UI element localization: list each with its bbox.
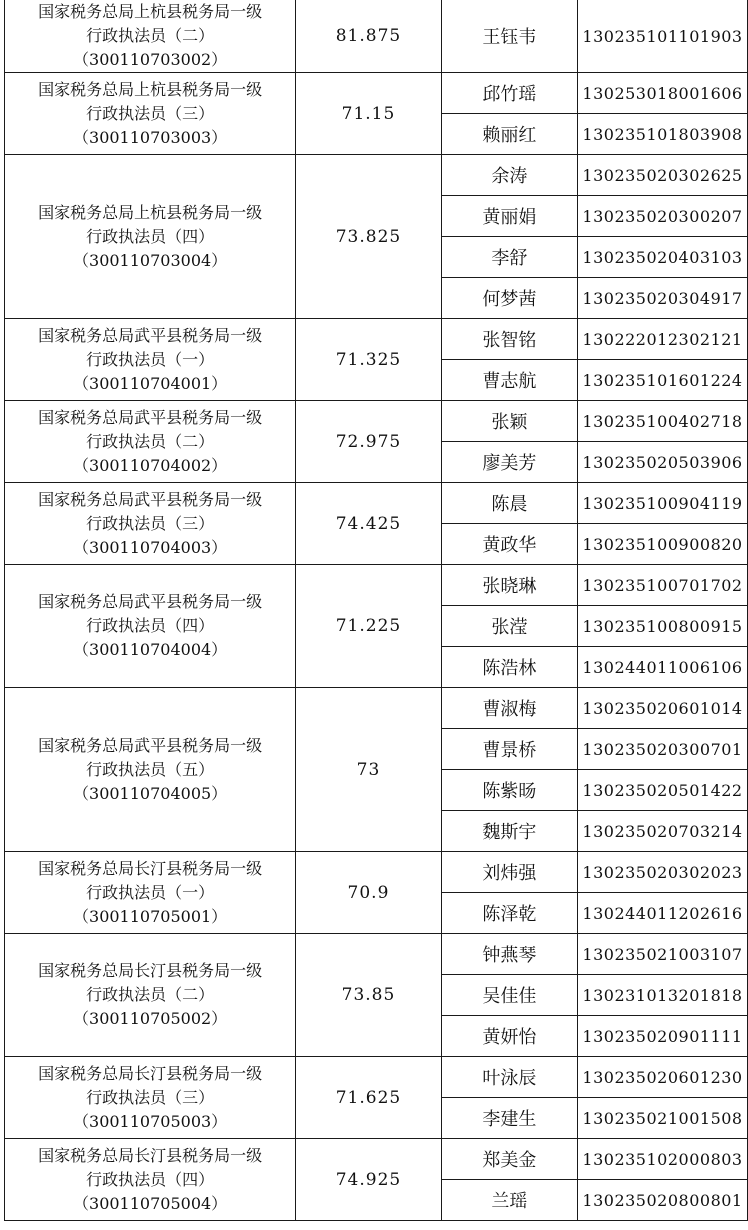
candidate-number: 130235100904119 xyxy=(578,483,748,524)
position-title: 国家税务总局上杭县税务局一级 xyxy=(38,202,263,222)
candidate-name: 黄丽娟 xyxy=(441,196,577,237)
candidate-name: 曹景桥 xyxy=(441,729,577,770)
table-row xyxy=(5,155,748,196)
candidate-name: 余涛 xyxy=(441,155,577,196)
candidate-number: 130235020601230 xyxy=(578,1057,748,1098)
candidate-number: 130235101803908 xyxy=(578,114,748,155)
candidate-number: 130253018001606 xyxy=(578,73,748,114)
position-title: 国家税务总局上杭县税务局一级 xyxy=(38,79,263,99)
candidate-number: 130235020304917 xyxy=(578,278,748,319)
candidate-number: 130235102000803 xyxy=(578,1139,748,1180)
position-code: （300110703004） xyxy=(73,250,228,270)
score-cell: 73.825 xyxy=(296,155,442,319)
candidate-name: 张颖 xyxy=(441,401,577,442)
candidate-number: 130231013201818 xyxy=(578,975,748,1016)
position-title: 国家税务总局武平县税务局一级 xyxy=(38,592,263,611)
score-cell: 72.975 xyxy=(296,401,442,483)
position-role: 行政执法员（三） xyxy=(86,103,215,123)
position-cell xyxy=(5,155,296,319)
position-title: 国家税务总局武平县税务局一级 xyxy=(38,325,263,345)
candidate-number: 130235100900820 xyxy=(578,524,748,565)
candidate-name: 叶泳辰 xyxy=(441,1057,577,1098)
candidate-number: 130235020503906 xyxy=(578,442,748,483)
candidate-name: 曹淑梅 xyxy=(441,688,577,729)
candidate-number: 130244011006106 xyxy=(578,647,748,688)
position-cell xyxy=(5,73,296,155)
candidate-number: 130235020501422 xyxy=(578,770,748,811)
score-cell: 71.325 xyxy=(296,319,442,401)
candidate-number: 130235020601014 xyxy=(578,688,748,729)
candidate-number: 130235020703214 xyxy=(578,811,748,852)
score-cell: 74.925 xyxy=(296,1139,442,1221)
candidate-number: 130235020302625 xyxy=(578,155,748,196)
candidate-number: 130235020302023 xyxy=(578,852,748,893)
candidate-name: 陈紫旸 xyxy=(441,770,577,811)
candidate-name: 钟燕琴 xyxy=(441,934,577,975)
position-code: （300110704003） xyxy=(73,537,228,557)
position-role: 行政执法员（三） xyxy=(86,513,215,533)
candidate-name: 刘炜强 xyxy=(441,852,577,893)
candidate-name: 曹志航 xyxy=(441,360,577,401)
candidate-name: 兰瑶 xyxy=(441,1180,577,1221)
candidate-number: 130235100800915 xyxy=(578,606,748,647)
candidate-number: 130235020403103 xyxy=(578,237,748,278)
score-cell: 81.875 xyxy=(296,0,442,73)
candidate-name: 黄妍怡 xyxy=(441,1016,577,1057)
score-cell: 70.9 xyxy=(296,852,442,934)
candidate-number: 130235101601224 xyxy=(578,360,748,401)
position-code: （300110703003） xyxy=(73,127,228,147)
candidate-name: 李建生 xyxy=(441,1098,577,1139)
position-code: （300110704005） xyxy=(73,783,228,803)
candidate-number: 130235021001508 xyxy=(578,1098,748,1139)
candidate-name: 张滢 xyxy=(441,606,577,647)
score-cell: 73 xyxy=(296,688,442,852)
table-row xyxy=(5,1057,748,1098)
table-row xyxy=(5,565,748,606)
position-title: 国家税务总局上杭县税务局一级 xyxy=(38,2,263,21)
candidate-name: 李舒 xyxy=(441,237,577,278)
position-cell xyxy=(5,1057,296,1139)
candidate-name: 陈浩林 xyxy=(441,647,577,688)
table-row xyxy=(5,73,748,114)
position-code: （300110704001） xyxy=(73,373,228,393)
candidate-number: 130235020300701 xyxy=(578,729,748,770)
position-role: 行政执法员（三） xyxy=(86,1087,215,1107)
position-role: 行政执法员（二） xyxy=(86,26,215,45)
position-cell xyxy=(5,0,296,73)
candidate-number: 130235020800801 xyxy=(578,1180,748,1221)
position-cell xyxy=(5,565,296,688)
position-cell xyxy=(5,401,296,483)
score-cell: 71.15 xyxy=(296,73,442,155)
results-table xyxy=(4,0,748,1221)
candidate-name: 魏斯宇 xyxy=(441,811,577,852)
candidate-name: 吴佳佳 xyxy=(441,975,577,1016)
candidate-number: 130235100402718 xyxy=(578,401,748,442)
candidate-name: 张晓琳 xyxy=(441,565,577,606)
position-role: 行政执法员（一） xyxy=(86,882,215,902)
candidate-number: 130235020300207 xyxy=(578,196,748,237)
candidate-number: 130235021003107 xyxy=(578,934,748,975)
position-cell xyxy=(5,852,296,934)
position-code: （300110705004） xyxy=(73,1193,228,1213)
table-row xyxy=(5,319,748,360)
position-cell xyxy=(5,1139,296,1221)
table-row xyxy=(5,401,748,442)
table-row xyxy=(5,483,748,524)
candidate-name: 廖美芳 xyxy=(441,442,577,483)
candidate-name: 王钰韦 xyxy=(441,0,577,73)
position-role: 行政执法员（二） xyxy=(86,431,215,451)
candidate-name: 邱竹瑶 xyxy=(441,73,577,114)
table-row xyxy=(5,0,748,73)
position-role: 行政执法员（一） xyxy=(86,349,215,369)
position-code: （300110704002） xyxy=(73,455,228,475)
position-role: 行政执法员（五） xyxy=(86,759,215,779)
candidate-name: 郑美金 xyxy=(441,1139,577,1180)
candidate-number: 130244011202616 xyxy=(578,893,748,934)
score-cell: 73.85 xyxy=(296,934,442,1057)
position-cell xyxy=(5,483,296,565)
table-row xyxy=(5,934,748,975)
candidate-name: 陈泽乾 xyxy=(441,893,577,934)
position-title: 国家税务总局长汀县税务局一级 xyxy=(38,1063,263,1083)
position-code: （300110705002） xyxy=(73,1009,228,1028)
position-title: 国家税务总局长汀县税务局一级 xyxy=(38,961,263,980)
candidate-number: 130235101101903 xyxy=(578,0,748,73)
position-cell xyxy=(5,934,296,1057)
candidate-name: 张智铭 xyxy=(441,319,577,360)
score-cell: 71.625 xyxy=(296,1057,442,1139)
candidate-name: 黄政华 xyxy=(441,524,577,565)
table-row xyxy=(5,688,748,729)
position-role: 行政执法员（四） xyxy=(86,616,215,635)
position-role: 行政执法员（四） xyxy=(86,1169,215,1189)
score-cell: 74.425 xyxy=(296,483,442,565)
results-table-body xyxy=(5,0,748,1221)
position-title: 国家税务总局长汀县税务局一级 xyxy=(38,858,263,878)
candidate-name: 陈晨 xyxy=(441,483,577,524)
position-code: （300110705001） xyxy=(73,906,228,926)
candidate-number: 130222012302121 xyxy=(578,319,748,360)
position-title: 国家税务总局武平县税务局一级 xyxy=(38,735,263,755)
position-title: 国家税务总局武平县税务局一级 xyxy=(38,489,263,509)
position-role: 行政执法员（二） xyxy=(86,985,215,1004)
position-code: （300110705003） xyxy=(73,1111,228,1131)
position-role: 行政执法员（四） xyxy=(86,226,215,246)
candidate-number: 130235020901111 xyxy=(578,1016,748,1057)
table-row xyxy=(5,1139,748,1180)
position-cell xyxy=(5,688,296,852)
candidate-number: 130235100701702 xyxy=(578,565,748,606)
position-title: 国家税务总局长汀县税务局一级 xyxy=(38,1145,263,1165)
position-cell xyxy=(5,319,296,401)
position-code: （300110703002） xyxy=(73,50,228,69)
table-row xyxy=(5,852,748,893)
candidate-name: 赖丽红 xyxy=(441,114,577,155)
candidate-name: 何梦茜 xyxy=(441,278,577,319)
position-title: 国家税务总局武平县税务局一级 xyxy=(38,407,263,427)
score-cell: 71.225 xyxy=(296,565,442,688)
position-code: （300110704004） xyxy=(73,640,228,659)
